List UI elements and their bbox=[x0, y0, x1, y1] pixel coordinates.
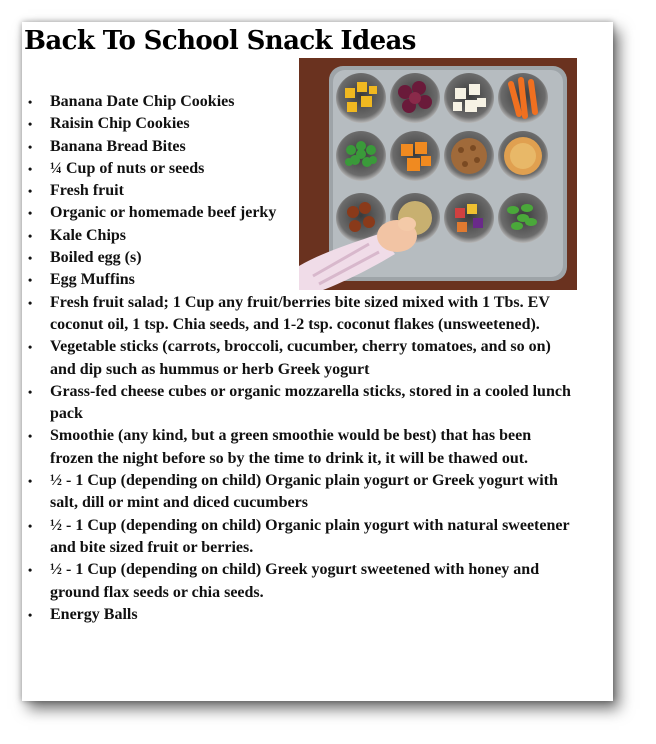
list-item: • Fresh fruit bbox=[28, 180, 576, 202]
list-item: • Grass-fed cheese cubes or organic mozzarella sticks, stored in a cooled lunch pack bbox=[28, 381, 576, 426]
list-item: • Energy Balls bbox=[28, 604, 576, 626]
list-item: • ¼ Cup of nuts or seeds bbox=[28, 158, 576, 180]
list-item: • ½ - 1 Cup (depending on child) Organic plain yogurt or Greek yogurt with salt, dill or mint and diced cucumbers bbox=[28, 470, 576, 515]
list-item: • Kale Chips bbox=[28, 225, 576, 247]
list-item: • Vegetable sticks (carrots, broccoli, cucumber, cherry tomatoes, and so on) and dip such as hummus or herb Greek yogurt bbox=[28, 336, 576, 381]
list-item: • Smoothie (any kind, but a green smoothie would be best) that has been frozen the night before so by the time to drink it, it will be thawed out. bbox=[28, 425, 576, 470]
list-item: • Banana Bread Bites bbox=[28, 136, 576, 158]
list-item: • Egg Muffins bbox=[28, 269, 576, 291]
list-item: • Organic or homemade beef jerky bbox=[28, 202, 576, 224]
list-item: • ½ - 1 Cup (depending on child) Greek yogurt sweetened with honey and ground flax seeds or chia seeds. bbox=[28, 559, 576, 604]
snack-card bbox=[22, 22, 613, 701]
list-item: • ½ - 1 Cup (depending on child) Organic plain yogurt with natural sweetener and bite sized fruit or berries. bbox=[28, 515, 576, 560]
page-title: Back To School Snack Ideas bbox=[24, 26, 416, 56]
list-item: • Boiled egg (s) bbox=[28, 247, 576, 269]
snack-list bbox=[28, 91, 576, 626]
list-item: • Banana Date Chip Cookies bbox=[28, 91, 576, 113]
list-item: • Fresh fruit salad; 1 Cup any fruit/berries bite sized mixed with 1 Tbs. EV coconut oil, 1 tsp. Chia seeds, and 1-2 tsp. coconut flakes (unsweetened). bbox=[28, 292, 576, 337]
list-item: • Raisin Chip Cookies bbox=[28, 113, 576, 135]
